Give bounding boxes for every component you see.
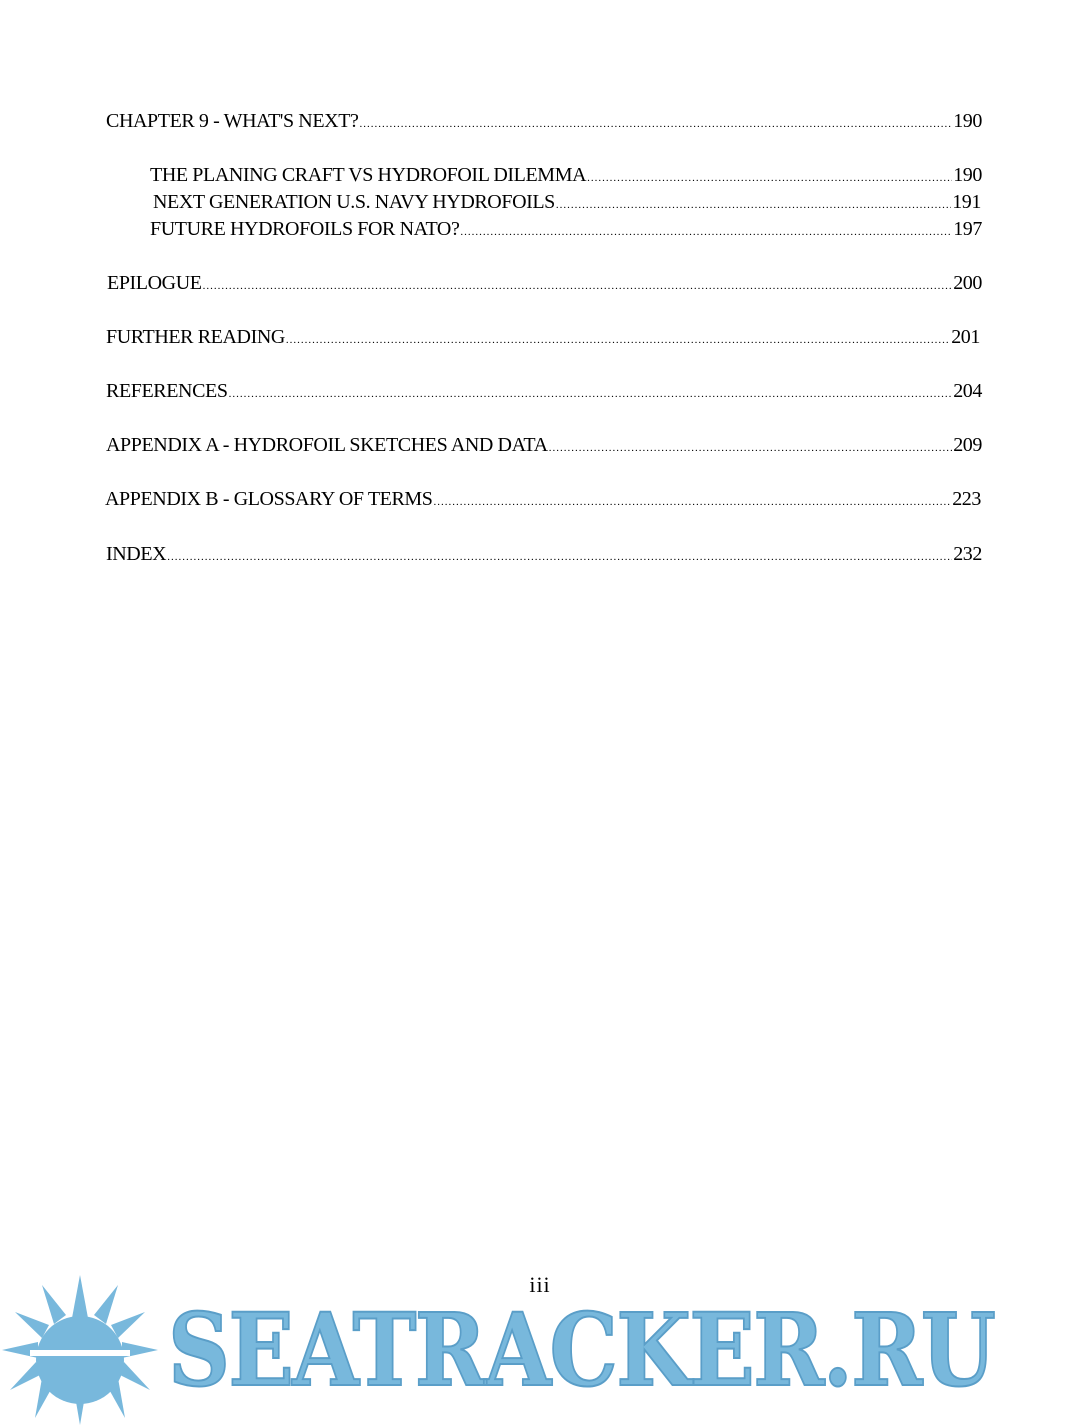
sun-horizon-line bbox=[30, 1350, 130, 1356]
toc-entry-title: FURTHER READING bbox=[106, 326, 285, 348]
toc-entry-page: 201 bbox=[951, 326, 980, 348]
toc-entry-title: CHAPTER 9 - WHAT'S NEXT? bbox=[106, 110, 359, 132]
toc-entry-title: EPILOGUE bbox=[107, 272, 202, 294]
toc-entry-appendix-a bbox=[106, 433, 982, 460]
toc-entry-page: 200 bbox=[953, 272, 982, 294]
toc-entry-appendix-b bbox=[105, 487, 981, 514]
toc-dot-leader bbox=[360, 112, 953, 136]
toc-dot-leader bbox=[556, 193, 951, 217]
toc-entry-index bbox=[106, 542, 982, 569]
toc-entry-page: 191 bbox=[952, 191, 981, 213]
toc-entry-title: REFERENCES bbox=[106, 380, 228, 402]
toc-entry-chapter-9 bbox=[106, 109, 982, 136]
toc-dot-leader bbox=[286, 328, 950, 352]
toc-entry-title: THE PLANING CRAFT VS HYDROFOIL DILEMMA bbox=[150, 164, 587, 186]
toc-entry-title: NEXT GENERATION U.S. NAVY HYDROFOILS bbox=[153, 191, 555, 213]
toc-entry-page: 232 bbox=[953, 543, 982, 565]
toc-entry-title: APPENDIX B - GLOSSARY OF TERMS bbox=[105, 488, 433, 510]
toc-entry-page: 190 bbox=[953, 110, 982, 132]
toc-dot-leader bbox=[549, 436, 953, 460]
page-number: iii bbox=[529, 1272, 551, 1297]
toc-entry-next-generation bbox=[153, 190, 981, 217]
toc-dot-leader bbox=[229, 382, 953, 406]
toc-entry-page: 197 bbox=[953, 218, 982, 240]
toc-entry-further-reading bbox=[106, 325, 980, 352]
toc-entry-title: FUTURE HYDROFOILS FOR NATO? bbox=[150, 218, 460, 240]
toc-entry-title: APPENDIX A - HYDROFOIL SKETCHES AND DATA bbox=[106, 434, 548, 456]
toc-entry-epilogue bbox=[107, 271, 982, 298]
toc-entry-title: INDEX bbox=[106, 543, 167, 565]
toc-entry-page: 209 bbox=[953, 434, 982, 456]
toc-entry-planing-craft bbox=[150, 163, 982, 190]
toc-dot-leader bbox=[167, 545, 952, 569]
toc-dot-leader bbox=[587, 166, 952, 190]
toc-entry-page: 204 bbox=[953, 380, 982, 402]
toc-entry-page: 223 bbox=[952, 488, 981, 510]
watermark-text: SEATRACKER.RU bbox=[168, 1291, 995, 1409]
toc-dot-leader bbox=[203, 274, 953, 298]
toc-entry-page: 190 bbox=[953, 164, 982, 186]
toc-entry-future-hydrofoils bbox=[150, 217, 982, 244]
toc-dot-leader bbox=[460, 220, 952, 244]
toc-dot-leader bbox=[434, 490, 952, 514]
toc-entry-references bbox=[106, 379, 982, 406]
